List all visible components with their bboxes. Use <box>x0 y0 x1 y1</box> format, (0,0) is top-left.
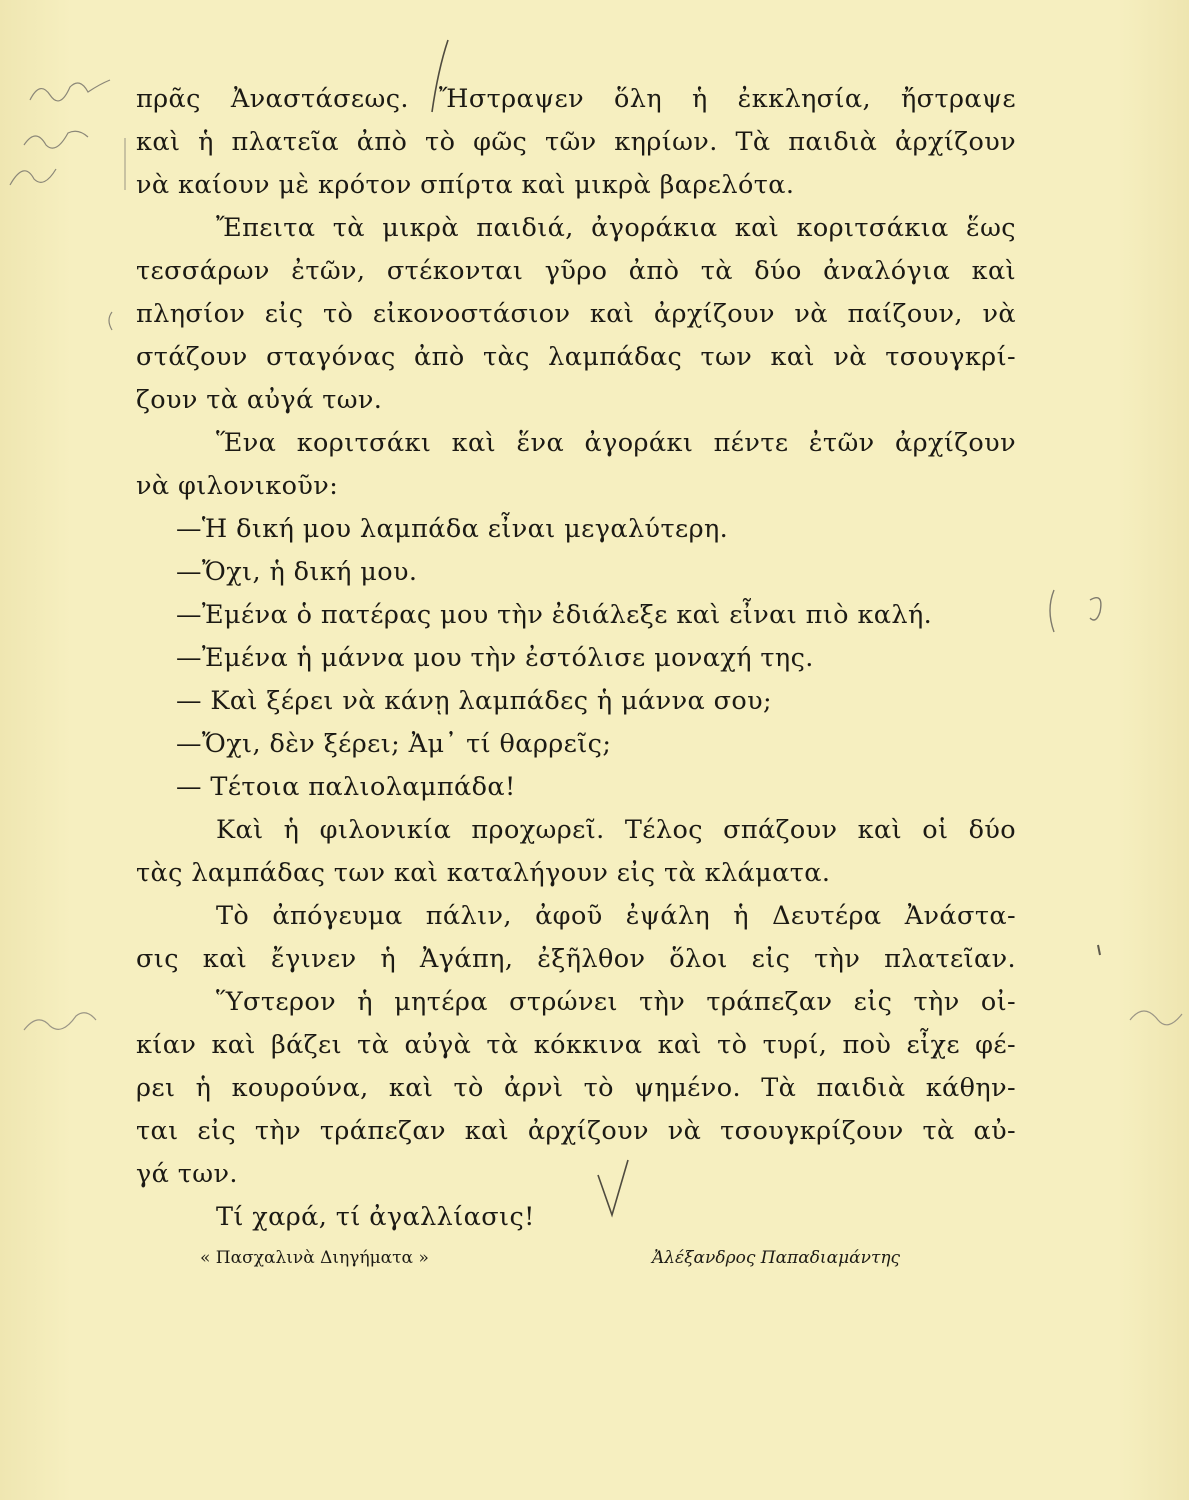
pencil-scribble-left-3 <box>10 169 56 185</box>
edge-mark <box>1098 945 1100 955</box>
text-line: Τὸ ἀπόγευμα πάλιν, ἀφοῦ ἐψάλη ἡ Δευτέρα Ἀνάστα- <box>216 901 1016 931</box>
dialogue-line: —Ἐμένα ὁ πατέρας μου τὴν ἐδιάλεξε καὶ εἶναι πιὸ καλή. <box>176 600 933 630</box>
text-line: σις καὶ ἔγινεν ἡ Ἀγάπη, ἐξῆλθον ὅλοι εἰς τὴν πλατεῖαν. <box>136 944 1016 974</box>
pencil-scribble-left-1 <box>30 80 110 101</box>
text-line: νὰ φιλονικοῦν: <box>136 471 339 501</box>
pencil-scribble-right <box>1130 1011 1182 1025</box>
dialogue-line: —Ἡ δική μου λαμπάδα εἶναι μεγαλύτερη. <box>176 514 729 544</box>
pencil-paren-left <box>109 312 112 330</box>
pencil-bracket-right <box>1050 590 1054 632</box>
text-line: ζουν τὰ αὐγά των. <box>136 385 383 415</box>
text-line: καὶ ἡ πλατεῖα ἀπὸ τὸ φῶς τῶν κηρίων. Τὰ παιδιὰ ἀρχίζουν <box>136 127 1016 157</box>
text-line: Τί χαρά, τί ἀγαλλίασις! <box>216 1202 535 1232</box>
source-title: « Πασχαλινὰ Διηγήματα » <box>200 1248 429 1268</box>
main-text <box>136 78 1016 1239</box>
text-line: νὰ καίουν μὲ κρότον σπίρτα καὶ μικρὰ βαρελότα. <box>136 170 795 200</box>
text-line: ρει ἡ κουρούνα, καὶ τὸ ἀρνὶ τὸ ψημένο. Τὰ παιδιὰ κάθην- <box>136 1073 1016 1103</box>
text-line: Ἕνα κοριτσάκι καὶ ἕνα ἀγοράκι πέντε ἐτῶν ἀρχίζουν <box>216 428 1016 458</box>
text-line: στάζουν σταγόνας ἀπὸ τὰς λαμπάδας των καὶ νὰ τσουγκρί- <box>136 342 1016 372</box>
text-line: πλησίον εἰς τὸ εἰκονοστάσιον καὶ ἀρχίζουν νὰ παίζουν, νὰ <box>136 299 1016 329</box>
pencil-mark-right <box>1090 598 1101 620</box>
pencil-scribble-left-2 <box>24 131 88 148</box>
dialogue-line: —Ἐμένα ἡ μάννα μου τὴν ἐστόλισε μοναχή της. <box>176 643 814 673</box>
text-line: τὰς λαμπάδας των καὶ καταλήγουν εἰς τὰ κλάματα. <box>136 858 831 888</box>
text-line: κίαν καὶ βάζει τὰ αὐγὰ τὰ κόκκινα καὶ τὸ τυρί, ποὺ εἶχε φέ- <box>136 1030 1016 1060</box>
text-line: Ἔπειτα τὰ μικρὰ παιδιά, ἀγοράκια καὶ κοριτσάκια ἕως <box>216 213 1016 243</box>
text-line: Ὕστερον ἡ μητέρα στρώνει τὴν τράπεζαν εἰς τὴν οἰ- <box>216 987 1016 1017</box>
dialogue-line: — Καὶ ξέρει νὰ κάνῃ λαμπάδες ἡ μάννα σου; <box>176 686 773 716</box>
dialogue-line: —Ὄχι, ἡ δική μου. <box>176 557 418 587</box>
text-line: ται εἰς τὴν τράπεζαν καὶ ἀρχίζουν νὰ τσουγκρίζουν τὰ αὐ- <box>136 1116 1016 1146</box>
text-line: Καὶ ἡ φιλονικία προχωρεῖ. Τέλος σπάζουν καὶ οἱ δύο <box>216 815 1016 845</box>
dialogue-line: —Ὄχι, δὲν ξέρει; Ἀμ᾽ τί θαρρεῖς; <box>176 729 612 759</box>
author-name: Ἀλέξανδρος Παπαδιαμάντης <box>652 1248 901 1268</box>
pencil-scribble-left-4 <box>24 1013 96 1030</box>
dialogue-line: — Τέτοια παλιολαμπάδα! <box>176 772 516 802</box>
text-line: πρᾶς Ἀναστάσεως. Ἤστραψεν ὅλη ἡ ἐκκλησία, ἤστραψε <box>136 84 1016 114</box>
text-line: γά των. <box>136 1159 238 1189</box>
text-line: τεσσάρων ἐτῶν, στέκονται γῦρο ἀπὸ τὰ δύο ἀναλόγια καὶ <box>136 256 1016 286</box>
